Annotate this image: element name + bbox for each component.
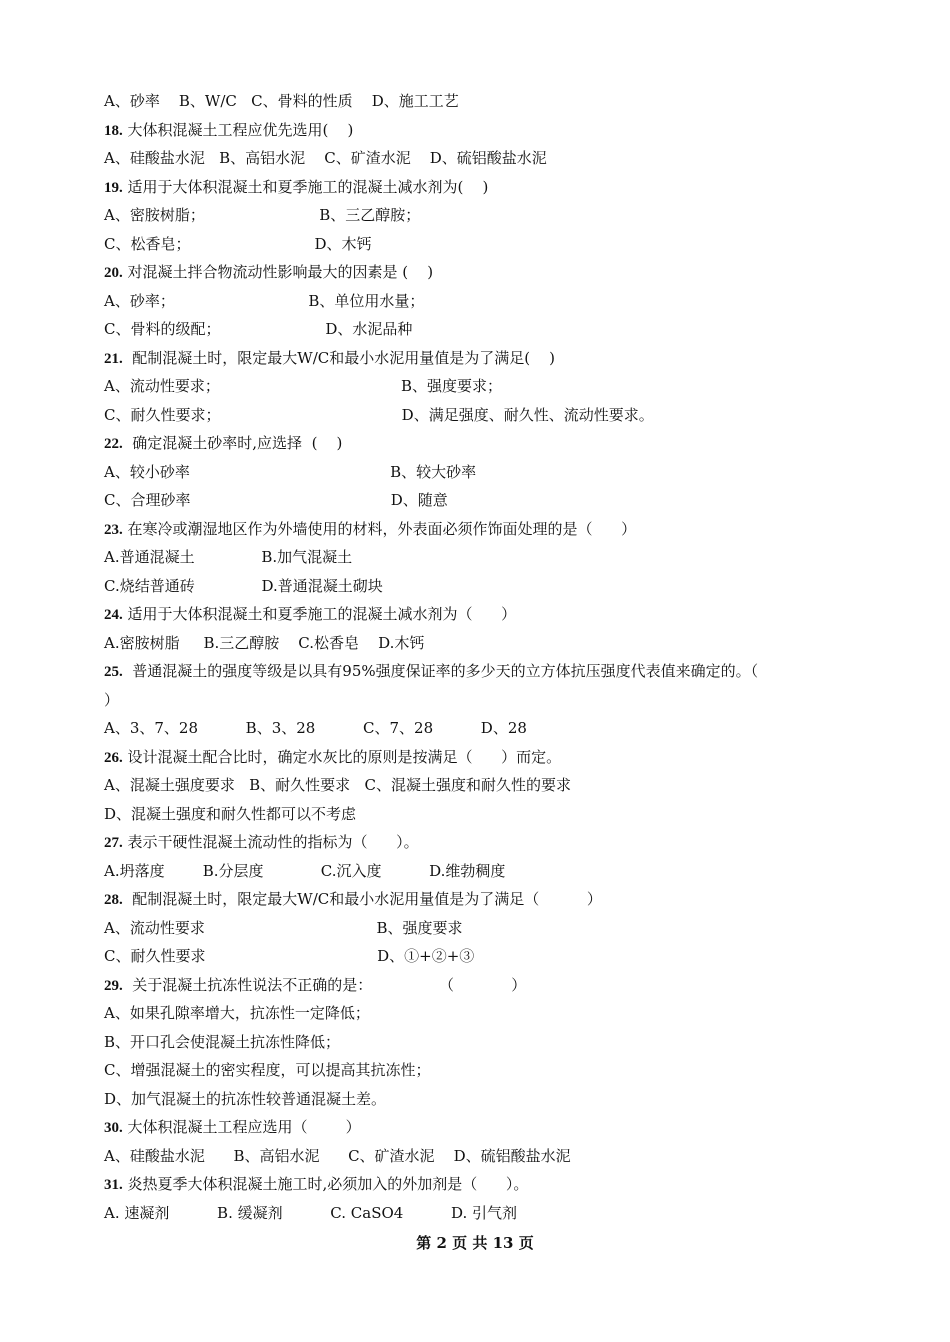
option-text: A、硅酸盐水泥 B、高铝水泥 C、矿渣水泥 D、硫铝酸盐水泥: [104, 149, 547, 167]
question-number: 30.: [104, 1120, 123, 1136]
question-number: 29.: [104, 978, 123, 994]
question-text: 表示干硬性混凝土流动性的指标为（ ）。: [122, 833, 419, 851]
option-text: A. 速凝剂 B. 缓凝剂 C. CaSO4 D. 引气剂: [104, 1204, 518, 1222]
question-line: [104, 177, 488, 198]
option-text: B、开口孔会使混凝土抗冻性降低；: [104, 1033, 341, 1051]
option-line: [104, 1060, 430, 1080]
option-line: [104, 462, 476, 482]
option-text: C、松香皂； D、木钙: [104, 235, 372, 253]
question-line: [104, 262, 433, 283]
option-line: [104, 547, 352, 567]
question-number: 28.: [104, 892, 123, 908]
option-line: [104, 490, 448, 510]
option-text: A.坍落度 B.分层度 C.沉入度 D.维勃稠度: [104, 862, 506, 880]
option-line: [104, 775, 571, 795]
page-footer: 第 2 页 共 13 页: [416, 1234, 534, 1252]
option-line: [104, 718, 527, 738]
option-text: C、增强混凝土的密实程度，可以提高其抗冻性；: [104, 1061, 431, 1079]
option-line: [104, 234, 371, 254]
option-text: A.密胺树脂 B.三乙醇胺 C.松香皂 D.木钙: [104, 634, 425, 652]
option-line: [104, 205, 420, 225]
option-text: ）: [104, 691, 120, 709]
option-line: [104, 376, 502, 396]
question-line: [104, 661, 758, 682]
option-text: C、耐久性要求 D、①+②+③: [104, 947, 475, 965]
question-text: 大体积混凝土工程应优先选用( ): [122, 121, 354, 139]
question-text: 设计混凝土配合比时，确定水灰比的原则是按满足（ ）而定。: [122, 748, 562, 766]
question-text: 配制混凝土时，限定最大W/C和最小水泥用量值是为了满足( ): [122, 349, 556, 367]
question-line: [104, 889, 602, 910]
option-line: [104, 576, 383, 596]
question-line: [104, 120, 353, 141]
question-line: [104, 975, 526, 996]
question-number: 27.: [104, 835, 123, 851]
option-text: A、混凝土强度要求 B、耐久性要求 C、混凝土强度和耐久性的要求: [104, 776, 571, 794]
option-text: A、砂率； B、单位用水量；: [104, 292, 425, 310]
question-text: 确定混凝土砂率时,应选择 ( ): [122, 434, 343, 452]
question-text: 适用于大体积混凝土和夏季施工的混凝土减水剂为（ ）: [122, 605, 517, 623]
option-text: A、砂率 B、W/C C、骨料的性质 D、施工工艺: [104, 92, 459, 110]
option-text: A.普通混凝土 B.加气混凝土: [104, 548, 353, 566]
option-line: [104, 405, 654, 425]
option-text: D、混凝土强度和耐久性都可以不考虑: [104, 805, 357, 823]
question-text: 对混凝土拌合物流动性影响最大的因素是 ( ): [122, 263, 434, 281]
option-text: A、硅酸盐水泥 B、高铝水泥 C、矿渣水泥 D、硫铝酸盐水泥: [104, 1147, 571, 1165]
question-text: 炎热夏季大体积混凝土施工时,必须加入的外加剂是（ ）。: [122, 1175, 529, 1193]
question-text: 在寒冷或潮湿地区作为外墙使用的材料，外表面必须作饰面处理的是（ ）: [122, 520, 637, 538]
question-number: 18.: [104, 123, 123, 139]
option-line: [104, 804, 356, 824]
option-text: D、加气混凝土的抗冻性较普通混凝土差。: [104, 1090, 387, 1108]
question-line: [104, 604, 516, 625]
option-line: [104, 946, 474, 966]
question-number: 19.: [104, 180, 123, 196]
question-number: 31.: [104, 1177, 123, 1193]
option-line: [104, 291, 424, 311]
option-text: A、如果孔隙率增大，抗冻性一定降低；: [104, 1004, 370, 1022]
question-number: 24.: [104, 607, 123, 623]
question-text: 适用于大体积混凝土和夏季施工的混凝土减水剂为( ): [122, 178, 489, 196]
option-line: [104, 690, 119, 710]
option-line: [104, 1089, 386, 1109]
question-line: [104, 519, 636, 540]
option-line: [104, 1146, 571, 1166]
option-text: C.烧结普通砖 D.普通混凝土砌块: [104, 577, 383, 595]
option-text: A、较小砂率 B、较大砂率: [104, 463, 477, 481]
option-text: A、流动性要求 B、强度要求: [104, 919, 463, 937]
option-line: [104, 861, 505, 881]
option-text: C、耐久性要求； D、满足强度、耐久性、流动性要求。: [104, 406, 654, 424]
option-line: [104, 319, 412, 339]
question-line: [104, 1117, 361, 1138]
question-number: 25.: [104, 664, 123, 680]
question-number: 21.: [104, 351, 123, 367]
question-line: [104, 433, 342, 454]
option-text: A、3、7、28 B、3、28 C、7、28 D、28: [104, 719, 527, 737]
option-text: A、密胺树脂； B、三乙醇胺；: [104, 206, 421, 224]
question-text: 关于混凝土抗冻性说法不正确的是： （ ）: [122, 976, 527, 994]
question-line: [104, 1174, 528, 1195]
option-line: [104, 148, 547, 168]
question-number: 23.: [104, 522, 123, 538]
question-text: 普通混凝土的强度等级是以具有95%强度保证率的多少天的立方体抗压强度代表值来确定的。（: [122, 662, 759, 680]
question-text: 配制混凝土时，限定最大W/C和最小水泥用量值是为了满足（ ）: [122, 890, 602, 908]
option-line: [104, 1203, 517, 1223]
question-number: 26.: [104, 750, 123, 766]
option-line: [104, 1003, 370, 1023]
option-text: A、流动性要求； B、强度要求；: [104, 377, 503, 395]
question-line: [104, 832, 419, 853]
question-text: 大体积混凝土工程应选用（ ）: [122, 1118, 361, 1136]
question-number: 20.: [104, 265, 123, 281]
option-line: [104, 91, 459, 111]
question-number: 22.: [104, 436, 123, 452]
option-text: C、合理砂率 D、随意: [104, 491, 448, 509]
option-line: [104, 918, 463, 938]
option-line: [104, 633, 424, 653]
option-text: C、骨料的级配； D、水泥品种: [104, 320, 413, 338]
question-line: [104, 348, 555, 369]
option-line: [104, 1032, 340, 1052]
question-line: [104, 747, 561, 768]
